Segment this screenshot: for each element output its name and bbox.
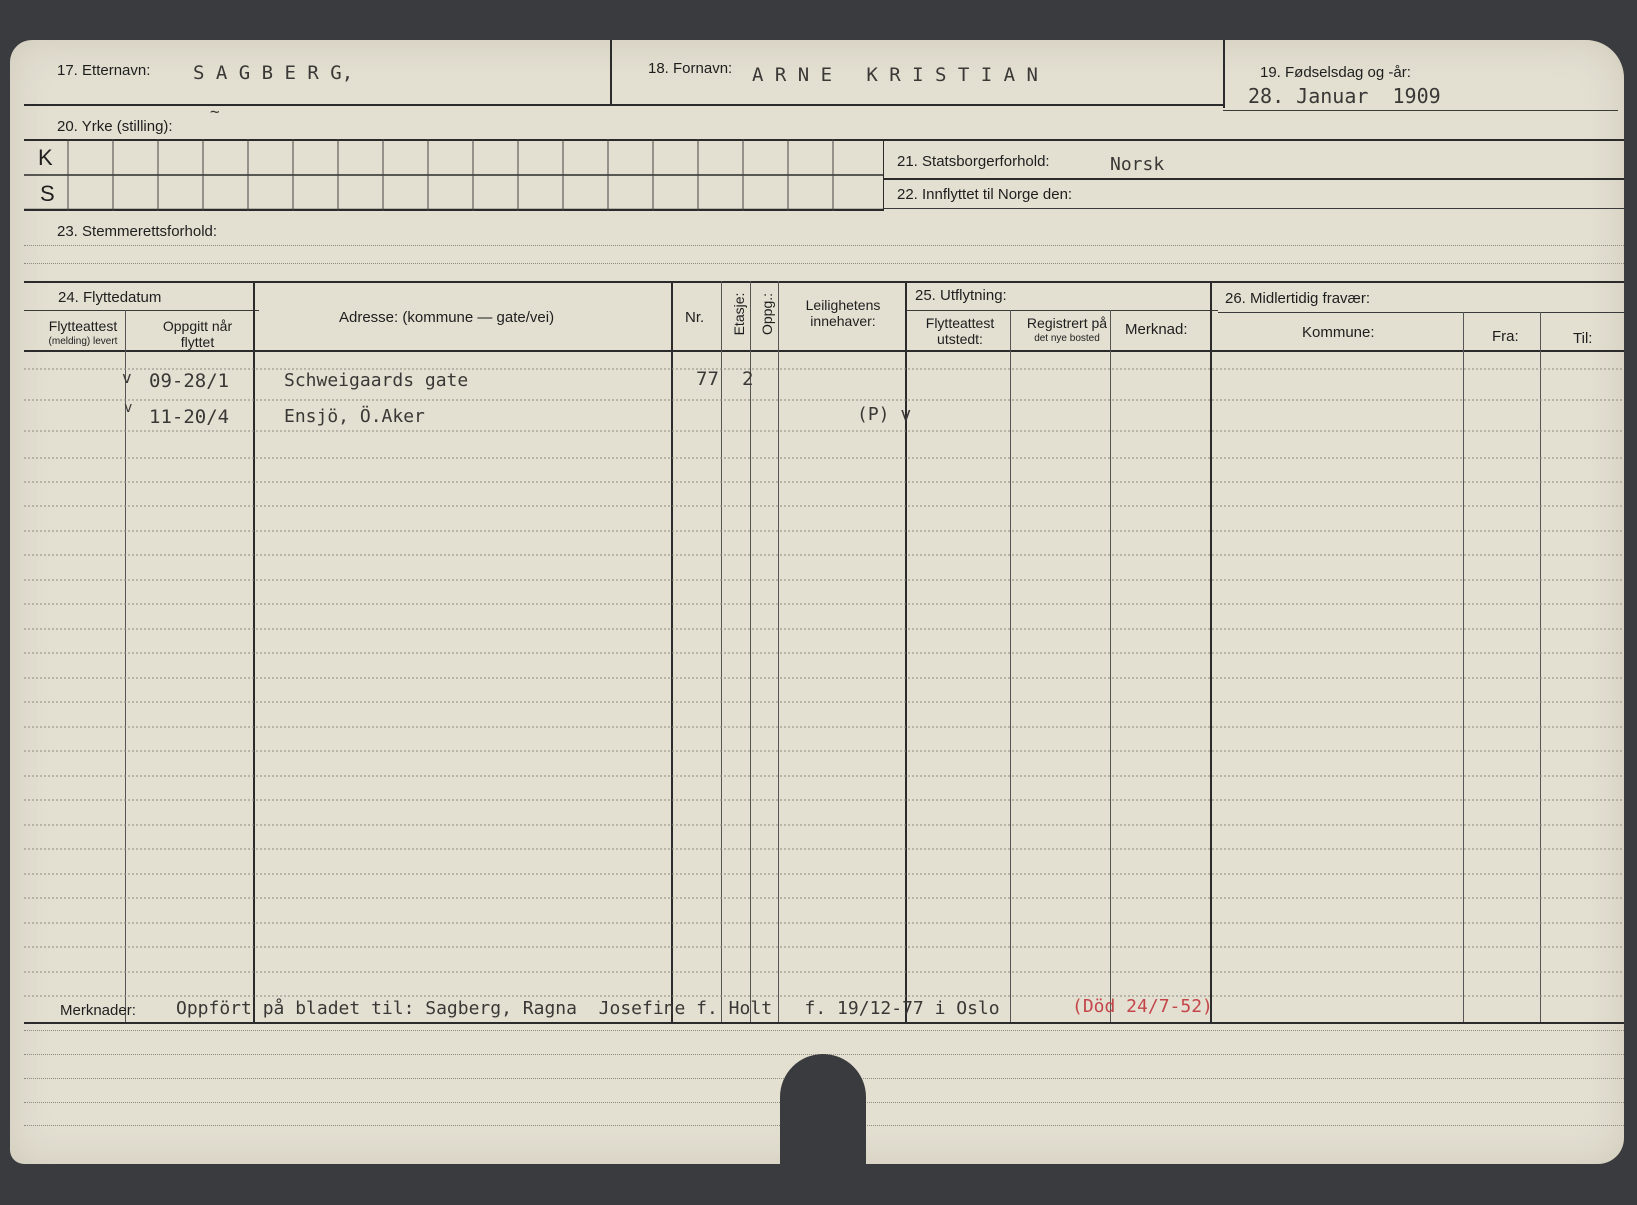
- flytteattest-levert-label: Flytteattest: [48, 318, 118, 334]
- adresse-header: Adresse: (kommune — gate/vei): [339, 309, 555, 326]
- leilighet-header: [778, 297, 908, 329]
- nr-header: Nr.: [685, 309, 705, 326]
- flyttet-label: flyttet: [180, 334, 215, 350]
- flytteattest-utstedt-label-1: Flytteattest: [925, 315, 995, 331]
- divider: [610, 40, 612, 106]
- table-row: [24, 370, 924, 400]
- til-header: Til:: [1573, 330, 1593, 347]
- table-row: [24, 400, 924, 436]
- check-mark: v: [124, 400, 133, 416]
- flytteattest-levert-header: [28, 318, 138, 350]
- card-notch: [780, 1054, 866, 1174]
- oppgitt-nar-label: Oppgitt når: [162, 318, 233, 334]
- merknad-header: Merknad:: [1125, 321, 1188, 338]
- flytteattest-utstedt-label-2: utstedt:: [937, 331, 983, 347]
- etternavn-value: S A G B E R G,: [193, 62, 354, 84]
- row-nr: 77: [696, 368, 719, 390]
- registration-card: [10, 40, 1624, 1164]
- fodselsdag-label: 19. Fødselsdag og -år:: [1260, 64, 1411, 81]
- leilighet-label-1: Leilighetens: [805, 297, 881, 313]
- registrert-label-2: det nye bosted: [1034, 333, 1100, 344]
- ks-s-label: S: [40, 181, 55, 206]
- etasje-header: Etasje:: [731, 292, 747, 336]
- melding-levert-label: (melding) levert: [48, 336, 118, 347]
- merknader-text: Oppfört på bladet til: Sagberg, Ragna Josefine f. Holt f. 19/12-77 i Oslo: [176, 998, 1000, 1019]
- oppg-header: Oppg.:: [759, 292, 775, 336]
- row-date: 11-20/4: [149, 406, 230, 428]
- merknader-red-note: (Död 24/7-52): [1072, 996, 1213, 1017]
- innflyttet-label: 22. Innflyttet til Norge den:: [897, 186, 1073, 203]
- ks-grid: [24, 139, 884, 211]
- registrert-header: [1014, 315, 1120, 347]
- flytteattest-utstedt-header: [908, 315, 1012, 347]
- oppgitt-nar-header: [140, 318, 255, 350]
- registrert-label-1: Registrert på: [1026, 315, 1108, 331]
- fornavn-value: A R N E K R I S T I A N: [752, 64, 1038, 86]
- row-etasje: 2: [742, 368, 754, 390]
- divider: [1223, 40, 1225, 108]
- row-address: Schweigaards gate: [284, 370, 469, 391]
- statsborger-label: 21. Statsborgerforhold:: [897, 153, 1050, 170]
- fodselsdag-value: 28. Januar 1909: [1248, 84, 1441, 108]
- yrke-mark: ~: [210, 102, 220, 121]
- yrke-label: 20. Yrke (stilling):: [57, 118, 173, 135]
- leilighet-label-2: innehaver:: [810, 313, 876, 329]
- row-address: Ensjö, Ö.Aker: [284, 406, 425, 427]
- row-date: 09-28/1: [149, 370, 230, 392]
- statsborger-value: Norsk: [1110, 154, 1165, 175]
- table-rule-lines: [24, 350, 1624, 1022]
- etternavn-label: 17. Etternavn:: [57, 62, 151, 79]
- fravaer-label: 26. Midlertidig fravær:: [1225, 290, 1371, 307]
- check-mark: v: [122, 368, 132, 387]
- fornavn-label: 18. Fornavn:: [648, 60, 733, 77]
- row-innehaver: (P) v: [857, 404, 912, 425]
- flyttedatum-label: 24. Flyttedatum: [58, 289, 162, 306]
- ks-k-label: K: [38, 145, 53, 170]
- kommune-header: Kommune:: [1302, 324, 1375, 341]
- merknader-label: Merknader:: [60, 1002, 136, 1019]
- fra-header: Fra:: [1492, 328, 1519, 345]
- utflytning-label: 25. Utflytning:: [915, 287, 1007, 304]
- stemmerett-label: 23. Stemmerettsforhold:: [57, 223, 218, 240]
